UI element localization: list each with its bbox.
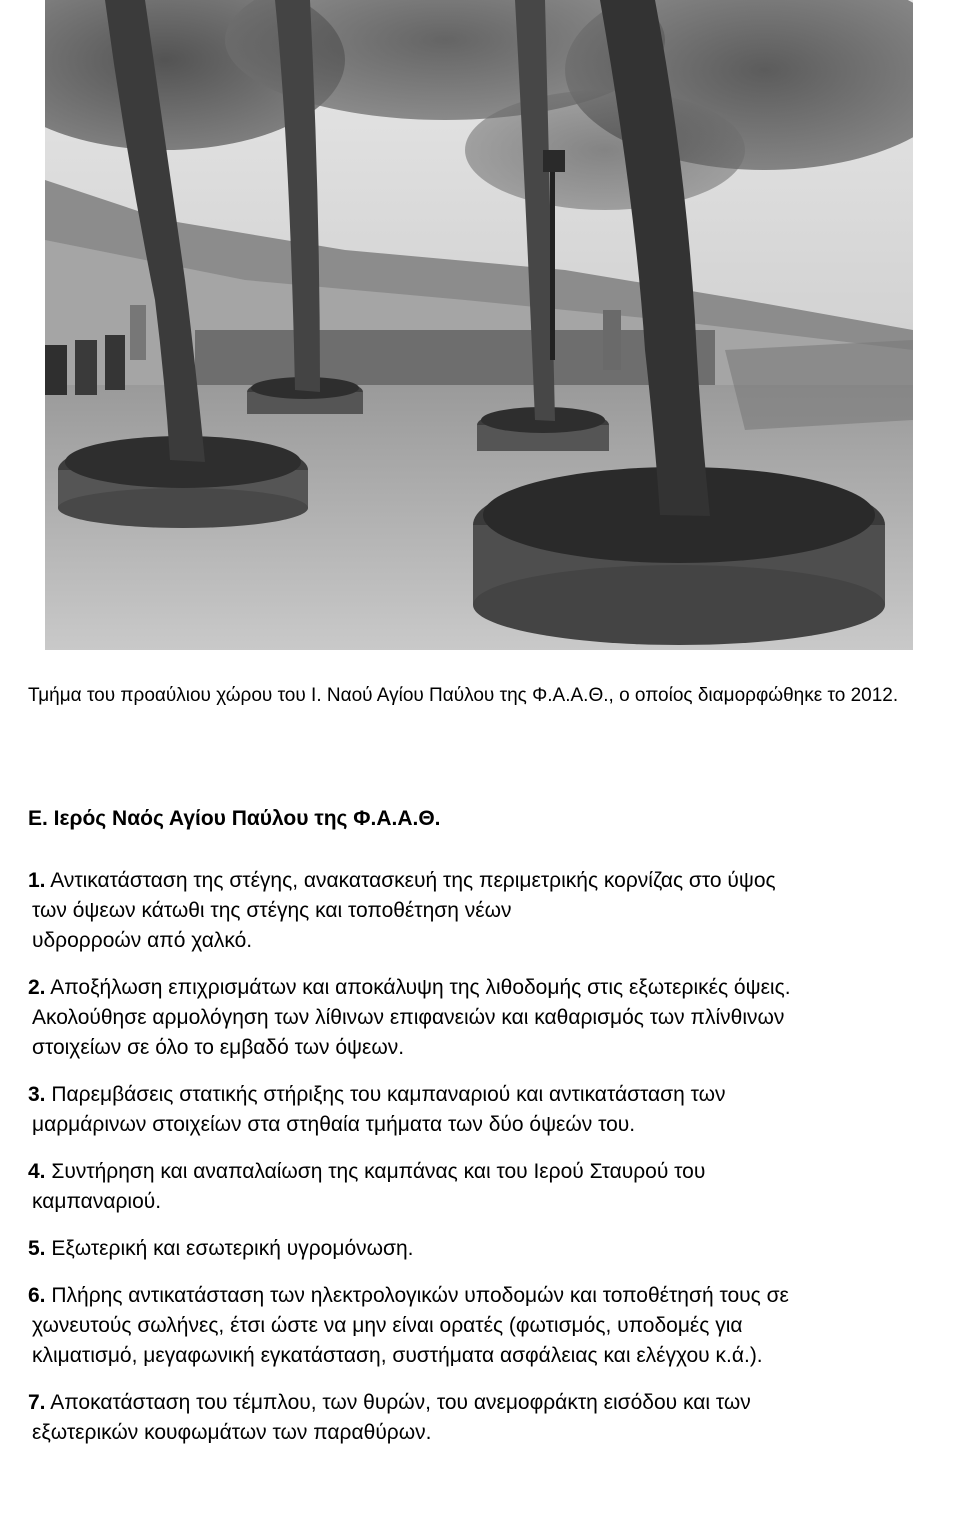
section-heading: Ε. Ιερός Ναός Αγίου Παύλου της Φ.Α.Α.Θ. — [28, 807, 441, 830]
item-text: υδρορροών από χαλκό. — [32, 929, 253, 952]
item-text: Συντήρηση και αναπαλαίωση της καμπάνας και του Ιερού Σταυρού του — [51, 1160, 706, 1183]
item-text: Αντικατάσταση της στέγης, ανακατασκευή της περιμετρικής κορνίζας στο ύψος — [50, 869, 776, 892]
item-first-line — [28, 1281, 933, 1311]
item-number: 7. — [28, 1391, 46, 1414]
item-text: μαρμάρινων στοιχείων στα στηθαία τμήματα των δύο όψεών του. — [32, 1113, 636, 1136]
item-first-line — [28, 973, 933, 1003]
item-text: καμπαναριού. — [32, 1190, 162, 1213]
item-first-line — [28, 1157, 933, 1187]
list-item — [28, 1080, 933, 1140]
item-text: στοιχείων σε όλο το εμβαδό των όψεων. — [32, 1036, 405, 1059]
list-item — [28, 1157, 933, 1217]
item-text: Αποξήλωση επιχρισμάτων και αποκάλυψη της λιθοδομής στις εξωτερικές όψεις. — [50, 976, 791, 999]
courtyard-photo — [45, 0, 913, 650]
list-item — [28, 866, 933, 956]
item-text: Ακολούθησε αρμολόγηση των λίθινων επιφανειών και καθαρισμός των πλίνθινων — [32, 1006, 785, 1029]
item-number: 3. — [28, 1083, 46, 1106]
item-text: χωνευτούς σωλήνες, έτσι ώστε να μην είναι ορατές (φωτισμός, υποδομές για — [32, 1314, 743, 1337]
item-text: Αποκατάσταση του τέμπλου, των θυρών, του ανεμοφράκτη εισόδου και των — [50, 1391, 751, 1414]
list-item — [28, 1234, 933, 1264]
item-first-line — [28, 1388, 933, 1418]
item-text: Εξωτερική και εσωτερική υγρομόνωση. — [51, 1237, 414, 1260]
item-number: 1. — [28, 869, 46, 892]
item-first-line — [28, 1080, 933, 1110]
item-first-line — [28, 1234, 933, 1264]
item-number: 2. — [28, 976, 46, 999]
work-items-list — [28, 866, 933, 1465]
item-first-line — [28, 866, 933, 896]
item-text: εξωτερικών κουφωμάτων των παραθύρων. — [32, 1421, 432, 1444]
item-text: Παρεμβάσεις στατικής στήριξης του καμπαναριού και αντικατάσταση των — [51, 1083, 726, 1106]
item-number: 5. — [28, 1237, 46, 1260]
list-item — [28, 973, 933, 1063]
list-item — [28, 1388, 933, 1448]
item-number: 4. — [28, 1160, 46, 1183]
item-text: των όψεων κάτωθι της στέγης και τοποθέτηση νέων — [32, 899, 512, 922]
photo-caption: Τμήμα του προαύλιου χώρου του Ι. Ναού Αγίου Παύλου της Φ.Α.Α.Θ., ο οποίος διαμορφώθηκε το 2012. — [28, 685, 899, 706]
item-text: Πλήρης αντικατάσταση των ηλεκτρολογικών υποδομών και τοποθέτησή τους σε — [51, 1284, 789, 1307]
item-text: κλιματισμό, μεγαφωνική εγκατάσταση, συστήματα ασφάλειας και ελέγχου κ.ά.). — [32, 1344, 763, 1367]
item-number: 6. — [28, 1284, 46, 1307]
list-item — [28, 1281, 933, 1371]
